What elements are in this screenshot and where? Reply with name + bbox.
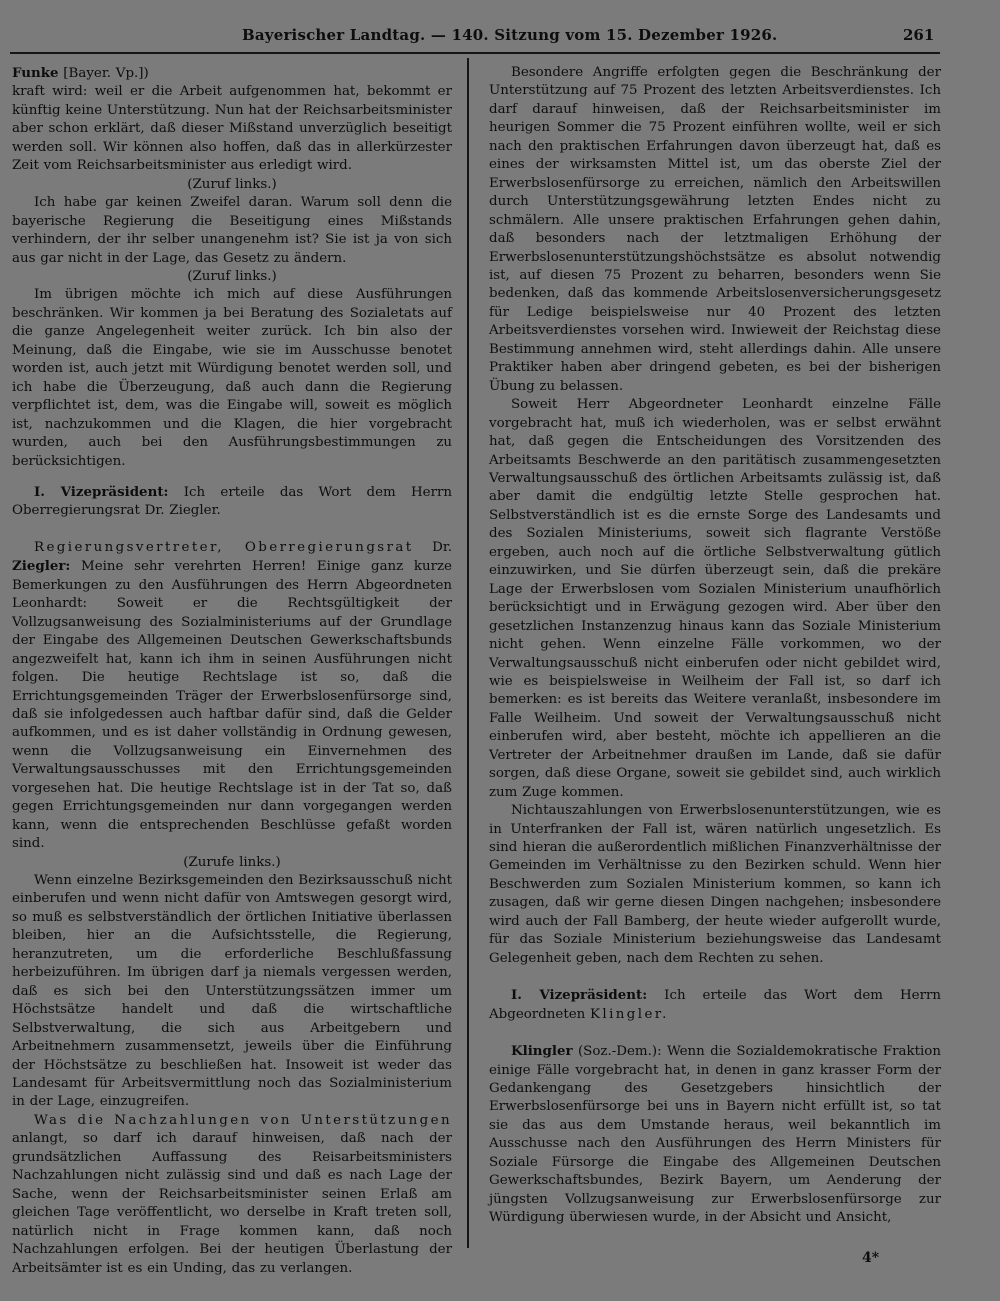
speaker-name: Ziegler: <box>12 558 71 575</box>
speaker-line <box>12 64 452 83</box>
vice-president-line: I. Vizepräsident: Ich erteile das Wort dem Herrn Abgeordneten Klingler. <box>489 987 941 1022</box>
speaker-role: Regierungsvertreter, Oberregierungsrat <box>34 539 414 555</box>
paragraph: Nichtauszahlungen von Erwerbslosenunterstützungen, wie es in Unterfranken der Fall ist, wären natürlich ungesetzlich. Es sind hieran die außerordentlich mißlichen Finanzverhältnisse der Gemeinden im Verhältnisse zu den Bezirken schuld. Wenn hier Beschwerden zum Sozialen Ministerium kommen, so kann ich zusagen, daß wir gerne diesen Dingen nachgehen; insbesondere wird auch der Fall Bamberg, der heute wieder aufgerollt wurde, für das Soziale Ministerium beziehungsweise das Landesamt Gelegenheit geben, nach dem Rechten zu sehen. <box>489 803 941 966</box>
speaker-name: I. Vizepräsident: <box>34 483 169 500</box>
column-divider <box>467 58 469 1248</box>
vice-president-line: I. Vizepräsident: Ich erteile das Wort dem Herrn Oberregierungsrat Dr. Ziegler. <box>12 483 453 519</box>
right-column <box>489 64 941 1228</box>
speaker-name: Klingler <box>511 1043 573 1060</box>
header-rule <box>10 52 940 54</box>
speaker-name: Funke <box>12 65 59 81</box>
interjection: (Zurufe links.) <box>183 854 281 870</box>
paragraph: Wenn einzelne Bezirksgemeinden den Bezirksausschuß nicht einberufen und wenn nicht dafür von Amtswegen gesorgt wird, so muß es selbstverständlich der örtlichen Initiative überlassen bleiben, hier an die Aufsichtsstelle, die Regierung, heranzutreten, um die erforderliche Beschlußfassung herbeizuführen. Im übrigen darf ja niemals vergessen werden, daß es sich bei den Unterstützungssätzen immer um Höchstsätze handelt und daß die wirtschaftliche Selbstverwaltung, die sich aus Arbeitgebern und Arbeitnehmern zusammensetzt, jeweils über die Einführung der Höchstsätze zu beschließen hat. Insoweit ist weder das Landesamt für Arbeitsvermittlung noch das Sozialministerium in der Lage, einzugreifen. <box>12 873 452 1110</box>
paragraph: Ich habe gar keinen Zweifel daran. Warum soll denn die bayerische Regierung die Beseitigung eines Mißstands verhindern, der ihr selber unangenehm ist? Sie ist ja von sich aus gar nicht in der Lage, das Gesetz zu ändern. <box>12 195 452 266</box>
paragraph: Besondere Angriffe erfolgten gegen die Beschränkung der Unterstützung auf 75 Prozent des letzten Arbeitsverdienstes. Ich darf darauf hinweisen, daß der Reichsarbeitsminister im heurigen Sommer die 75 Prozent einführen wollte, weil er sich nach den praktischen Erfahrungen davon überzeugt hat, daß es eines der wirksamsten Mittel ist, um das oberste Ziel der Erwerbslosenfürsorge zu erreichen, nämlich den Arbeitswillen durch Unterstützungsgewährung letzten Endes nicht zu schmälern. Alle unsere praktischen Erfahrungen gehen dahin, daß besonders nach der letztmaligen Erhöhung der Erwerbslosenunterstützungshöchstsätze es absolut notwendig ist, auf diesen 75 Prozent zu beharren, besonders wenn Sie bedenken, daß das kommende Arbeitslosenversicherungsgesetz für Ledige beispielsweise nur 40 Prozent des letzten Arbeitsverdienstes vorsehen wird. Inwieweit der Reichstag diese Bestimmung annehmen wird, steht allerdings dahin. Alle unsere Praktiker haben aber dringend gebeten, es bei der bisherigen Übung zu belassen. <box>489 65 941 394</box>
page-number: 261 <box>903 26 935 44</box>
paragraph: Soweit Herr Abgeordneter Leonhardt einzelne Fälle vorgebracht hat, muß ich wiederholen, was er selbst erwähnt hat, daß gegen die Entscheidungen des Vorsitzenden des Arbeitsamts Beschwerde an den paritätisch zusammengesetzten Verwaltungsausschuß des örtlichen Arbeitsamts zulässig ist, daß aber damit die endgültig letzte Stelle gesprochen hat. Selbstverständlich ist es die ernste Sorge des Landesamts und des Sozialen Ministeriums, soweit sich flagrante Verstöße ergeben, auch noch auf die örtliche Selbstverwaltung gütlich einzuwirken, und Sie dürfen überzeugt sein, daß die prekäre Lage der Erwerbslosen vom Sozialen Ministerium unaufhörlich berücksichtigt und in Erwägung gezogen wird. Aber über den gesetzlichen Instanzenzug hinaus kann das Soziale Ministerium nicht gehen. Wenn einzelne Fälle vorkommen, wo der Verwaltungsausschuß nicht einberufen oder nicht gebildet wird, wie es beispielsweise in Weilheim der Fall ist, so darf ich bemerken: es ist bereits das Weitere veranlaßt, insbesondere im Falle Weilheim. Und soweit der Verwaltungsausschuß nicht einberufen wird, aber besteht, möchte ich appellieren an die Vertreter der Arbeitnehmer draußen im Lande, daß sie dafür sorgen, daß diese Organe, soweit sie gebildet sind, auch wirklich zum Zuge kommen. <box>489 397 941 800</box>
paragraph: Im übrigen möchte ich mich auf diese Ausführungen beschränken. Wir kommen ja bei Beratung des Sozialetats auf die ganze Angelegenheit weiter zurück. Ich bin also der Meinung, daß die Eingabe, wie sie im Ausschusse benotet worden ist, auch jetzt mit Würdigung benotet werden soll, und ich habe die Überzeugung, daß auch dann die Regierung verpflichtet ist, dem, was die Eingabe will, soweit es möglich ist, nachzukommen und die Klagen, die hier vorgebracht wurden, auch bei den Ausführungsbestimmungen zu berücksichtigen. <box>12 287 452 469</box>
speaker-party: (Soz.-Dem.): <box>572 1044 662 1060</box>
left-column <box>12 64 452 1278</box>
interjection: (Zuruf links.) <box>187 176 277 192</box>
paragraph: Was die Nachzahlungen von Unterstützungen anlangt, so darf ich darauf hinweisen, daß nach der grundsätzlichen Auffassung des Reisarbeitsministers Nachzahlungen nicht zulässig sind und daß es nach Lage der Sache, wenn der Reichsarbeitsminister seinen Erlaß am gleichen Tage veröffentlicht, wo derselbe in Kraft treten soll, natürlich nicht in Frage kommen kann, daß noch Nachzahlungen erfolgen. Bei der heutigen Überlastung der Arbeitsämter ist es ein Unding, das zu verlangen. <box>12 1112 452 1276</box>
paragraph: kraft wird: weil er die Arbeit aufgenommen hat, bekommt er künftig keine Unterstützung. Nun hat der Reichsarbeitsminister aber schon erklärt, daß dieser Mißstand unverzüglich beseitigt werden soll. Wir können also hoffen, daß das in allerkürzester Zeit vom Reichsarbeitsminister aus erledigt wird. <box>12 84 452 174</box>
signature-mark: 4* <box>862 1250 880 1266</box>
speaker-paragraph: Regierungsvertreter, Oberregierungsrat Dr. Ziegler: Meine sehr verehrten Herren! Einige ganz kurze Bemerkungen zu den Ausführungen des Herrn Abgeordneten Leonhardt: Soweit er die Rechtsgültigkeit der Vollzugsanweisung des Sozialministeriums auf der Grundlage der Eingabe des Allgemeinen Deutschen Gewerkschaftsbunds angezweifelt hat, kann ich ihm in seinen Ausführungen nicht folgen. Die heutige Rechtslage ist so, daß die Errichtungsgemeinden Träger der Erwerbslosenfürsorge sind, daß sie infolgedessen auch haftbar dafür sind, daß die Gelder aufkommen, und es ist daher vollständig in Ordnung gewesen, wenn die Vollzugsanweisung ein Einvernehmen des Verwaltungsausschusses mit den Errichtungsgemeinden vorgesehen hat. Die heutige Rechtslage ist in der Tat so, daß gegen Errichtungsgemeinden nur dann vorgegangen werden kann, wenn die entsprechenden Beschlüsse gefaßt worden sind. <box>12 539 452 852</box>
interjection: (Zuruf links.) <box>187 268 277 284</box>
running-head: Bayerischer Landtag. — 140. Sitzung vom 15. Dezember 1926. <box>242 26 778 44</box>
page-header <box>0 22 1000 48</box>
speaker-name: I. Vizepräsident: <box>511 987 648 1004</box>
speaker-paragraph: Klingler (Soz.-Dem.): Wenn die Sozialdemokratische Fraktion einige Fälle vorgebracht hat, in denen in ganz krasser Form der Gedankengang des Gesetzgebers hinsichtlich der Erwerbslosenfürsorge bei uns in Bayern nicht erfüllt ist, so tat sie das aus dem Umstande heraus, weil bekanntlich im Ausschusse nach den Ausführungen des Herrn Ministers für Soziale Fürsorge die Eingabe des Allgemeinen Deutschen Gewerkschaftsbundes, Bezirk Bayern, um Aenderung der jüngsten Vollzugsanweisung zur Erwerbslosenfürsorge zur Würdigung überwiesen wurde, in der Absicht und Ansicht, <box>489 1043 941 1226</box>
speaker-party: [Bayer. Vp.]) <box>58 66 149 81</box>
